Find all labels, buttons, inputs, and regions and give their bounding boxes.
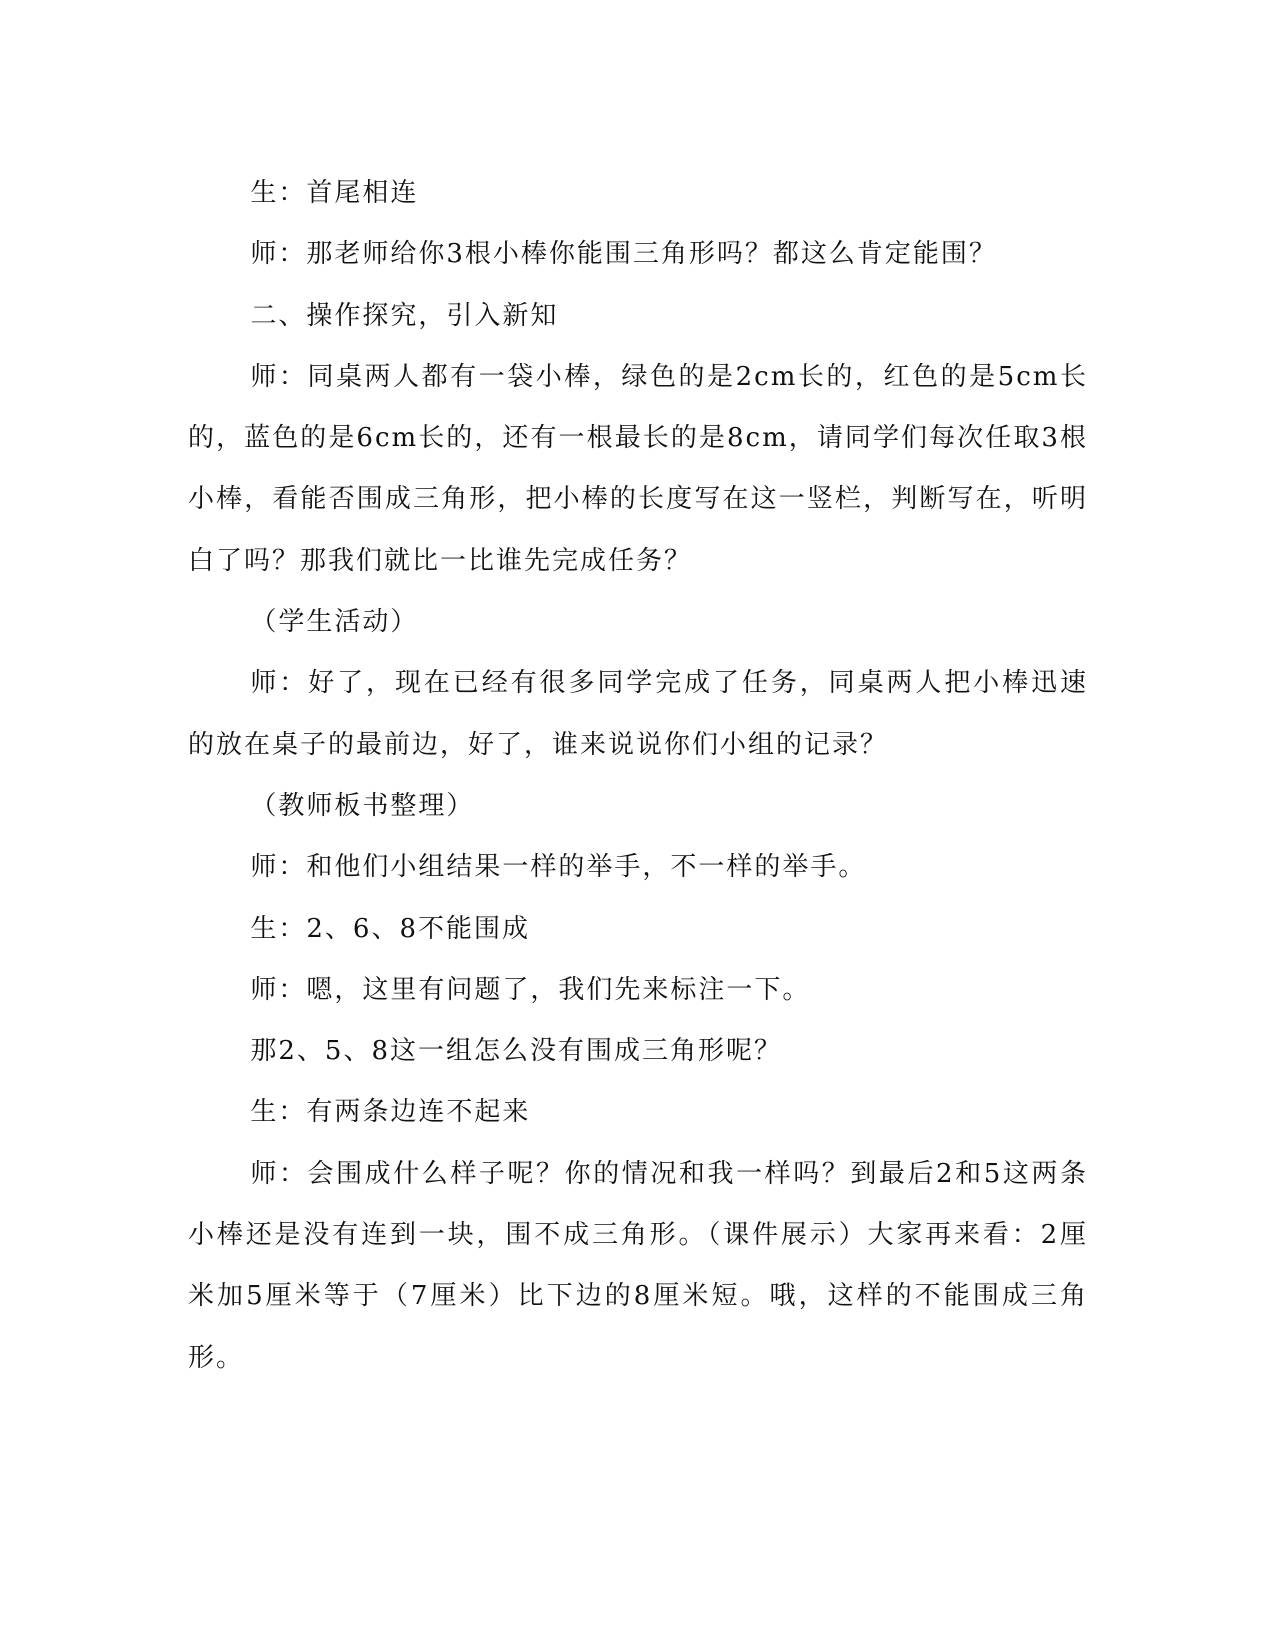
paragraph-9: 生：2、6、8不能围成	[250, 913, 531, 944]
paragraph-13: 师：会围成什么样子呢？你的情况和我一样吗？到最后2和5这两条小棒还是没有连到一块，围不成三角形。（课件展示）大家再来看：2厘米加5厘米等于（7厘米）比下边的8厘米短。哦，这样的不能围成三角形。	[188, 1158, 1088, 1373]
paragraph-6: 师：好了，现在已经有很多同学完成了任务，同桌两人把小棒迅速的放在桌子的最前边，好了，谁来说说你们小组的记录？	[188, 668, 1088, 760]
paragraph-1: 生：首尾相连	[250, 178, 419, 208]
paragraph-11: 那2、5、8这一组怎么没有围成三角形呢？	[250, 1036, 783, 1067]
paragraph-7: （教师板书整理）	[250, 790, 475, 821]
document-body	[188, 163, 1088, 1389]
paragraph-8: 师：和他们小组结果一样的举手，不一样的举手。	[250, 852, 867, 883]
paragraph-3: 二、操作探究，引入新知	[250, 300, 559, 331]
paragraph-5: （学生活动）	[250, 607, 419, 638]
paragraph-12: 生：有两条边连不起来	[250, 1097, 531, 1128]
paragraph-2: 师：那老师给你3根小棒你能围三角形吗？都这么肯定能围？	[250, 239, 997, 270]
paragraph-10: 师：嗯，这里有问题了，我们先来标注一下。	[250, 974, 811, 1005]
paragraph-4: 师：同桌两人都有一袋小棒，绿色的是2cm长的，红色的是5cm长的，蓝色的是6cm长的，还有一根最长的是8cm，请同学们每次任取3根小棒，看能否围成三角形，把小棒的长度写在这一竖栏，判断写在，听明白了吗？那我们就比一比谁先完成任务？	[188, 361, 1088, 576]
